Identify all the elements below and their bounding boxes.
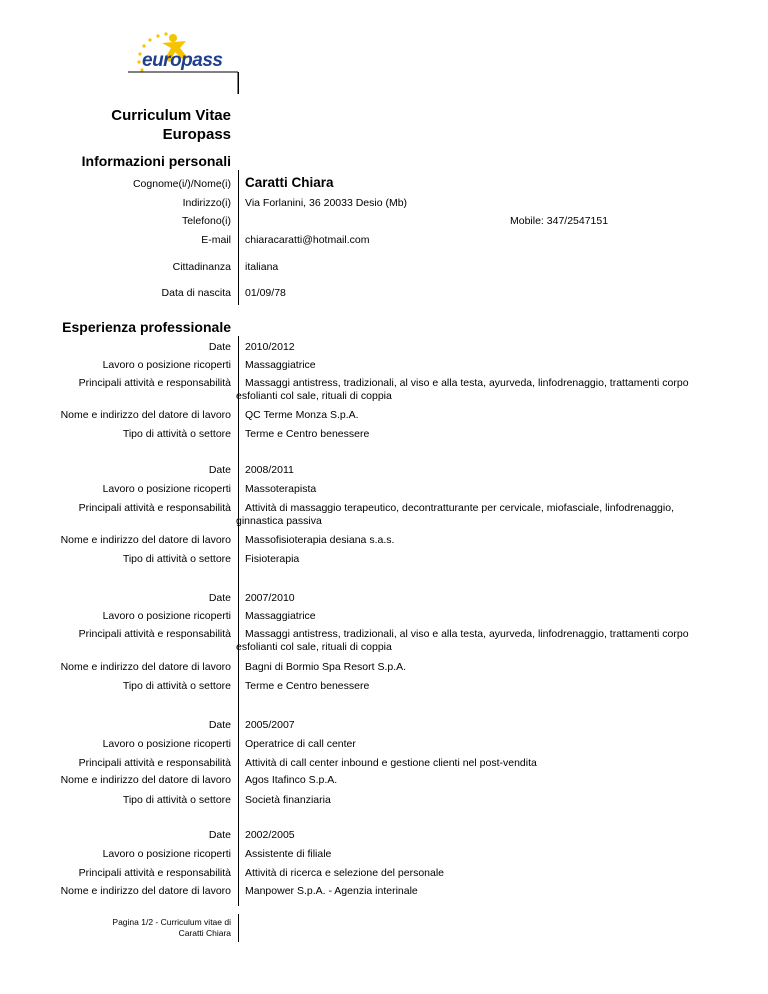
citizenship-label: Cittadinanza xyxy=(172,261,231,273)
sector-label: Tipo di attività o settore xyxy=(122,680,231,692)
cv-title-line1: Curriculum Vitae xyxy=(111,107,231,124)
employer-label: Nome e indirizzo del datore di lavoro xyxy=(60,885,231,897)
activities-label: Principali attività e responsabilità xyxy=(78,377,231,389)
job-employer: QC Terme Monza S.p.A. xyxy=(245,409,359,421)
job-position: Massaggiatrice xyxy=(245,359,316,371)
position-label: Lavoro o posizione ricoperti xyxy=(102,848,231,860)
job-sector: Società finanziaria xyxy=(245,794,331,806)
phone-label: Telefono(i) xyxy=(181,215,231,227)
position-label: Lavoro o posizione ricoperti xyxy=(102,610,231,622)
name-label: Cognome(i/)/Nome(i) xyxy=(132,178,231,190)
email-value[interactable]: chiaracaratti@hotmail.com xyxy=(245,234,370,246)
job-employer: Agos Itafinco S.p.A. xyxy=(245,774,338,786)
job-employer: Bagni di Bormio Spa Resort S.p.A. xyxy=(245,661,407,673)
section-title-personal: Informazioni personali xyxy=(81,153,231,169)
name-value: Caratti Chiara xyxy=(245,175,334,190)
job-activities-line1: Attività di ricerca e selezione del personale xyxy=(245,867,445,879)
job-position: Assistente di filiale xyxy=(245,848,332,860)
activities-label: Principali attività e responsabilità xyxy=(78,867,231,879)
activities-label: Principali attività e responsabilità xyxy=(78,757,231,769)
job-date: 2002/2005 xyxy=(245,829,295,841)
employer-label: Nome e indirizzo del datore di lavoro xyxy=(60,409,231,421)
job-date: 2007/2010 xyxy=(245,592,295,604)
page-footer xyxy=(91,917,231,939)
job-activities-line2: ginnastica passiva xyxy=(236,515,322,527)
section-title-experience: Esperienza professionale xyxy=(62,319,231,335)
activities-label: Principali attività e responsabilità xyxy=(78,628,231,640)
birth-label: Data di nascita xyxy=(161,287,231,299)
sector-label: Tipo di attività o settore xyxy=(122,794,231,806)
job-activities-line2: esfolianti col sale, rituali di coppia xyxy=(236,390,392,402)
divider-line xyxy=(238,170,239,305)
cv-title-line2: Europass xyxy=(162,126,231,143)
job-activities-line1: Attività di call center inbound e gestione clienti nel post-vendita xyxy=(245,757,537,769)
job-date: 2010/2012 xyxy=(245,341,295,353)
address-label: Indirizzo(i) xyxy=(182,197,231,209)
job-sector: Fisioterapia xyxy=(245,553,300,565)
date-label: Date xyxy=(208,592,231,604)
activities-label: Principali attività e responsabilità xyxy=(78,502,231,514)
date-label: Date xyxy=(208,719,231,731)
employer-label: Nome e indirizzo del datore di lavoro xyxy=(60,774,231,786)
email-label: E-mail xyxy=(201,234,231,246)
job-sector: Terme e Centro benessere xyxy=(245,428,370,440)
job-employer: Massofisioterapia desiana s.a.s. xyxy=(245,534,395,546)
divider-line xyxy=(238,336,239,906)
job-position: Massoterapista xyxy=(245,483,317,495)
job-sector: Terme e Centro benessere xyxy=(245,680,370,692)
job-activities-line1: Massaggi antistress, tradizionali, al viso e alla testa, ayurveda, linfodrenaggio, trattamenti corpo xyxy=(245,628,689,640)
birth-value: 01/09/78 xyxy=(245,287,286,299)
employer-label: Nome e indirizzo del datore di lavoro xyxy=(60,534,231,546)
address-value: Via Forlanini, 36 20033 Desio (Mb) xyxy=(245,197,408,209)
europass-logo xyxy=(128,28,240,94)
job-date: 2005/2007 xyxy=(245,719,295,731)
divider-line xyxy=(238,72,239,94)
employer-label: Nome e indirizzo del datore di lavoro xyxy=(60,661,231,673)
sector-label: Tipo di attività o settore xyxy=(122,553,231,565)
citizenship-value: italiana xyxy=(245,261,279,273)
job-activities-line1: Attività di massaggio terapeutico, decontratturante per cervicale, miofasciale, linfodrenaggio, xyxy=(245,502,674,514)
job-date: 2008/2011 xyxy=(245,464,294,476)
europass-logo-text: europass xyxy=(142,50,223,71)
job-activities-line1: Massaggi antistress, tradizionali, al viso e alla testa, ayurveda, linfodrenaggio, trattamenti corpo xyxy=(245,377,689,389)
job-position: Operatrice di call center xyxy=(245,738,356,750)
position-label: Lavoro o posizione ricoperti xyxy=(102,738,231,750)
job-activities-line2: esfolianti col sale, rituali di coppia xyxy=(236,641,392,653)
date-label: Date xyxy=(208,829,231,841)
footer-line1: Pagina 1/2 - Curriculum vitae di xyxy=(112,917,231,927)
date-label: Date xyxy=(208,464,231,476)
job-position: Massaggiatrice xyxy=(245,610,316,622)
footer-line2: Caratti Chiara xyxy=(178,928,231,938)
position-label: Lavoro o posizione ricoperti xyxy=(102,483,231,495)
job-employer: Manpower S.p.A. - Agenzia interinale xyxy=(245,885,418,897)
date-label: Date xyxy=(208,341,231,353)
cv-title xyxy=(111,106,231,144)
mobile-value: Mobile: 347/2547151 xyxy=(510,215,609,227)
position-label: Lavoro o posizione ricoperti xyxy=(102,359,231,371)
divider-line xyxy=(238,914,239,942)
sector-label: Tipo di attività o settore xyxy=(122,428,231,440)
